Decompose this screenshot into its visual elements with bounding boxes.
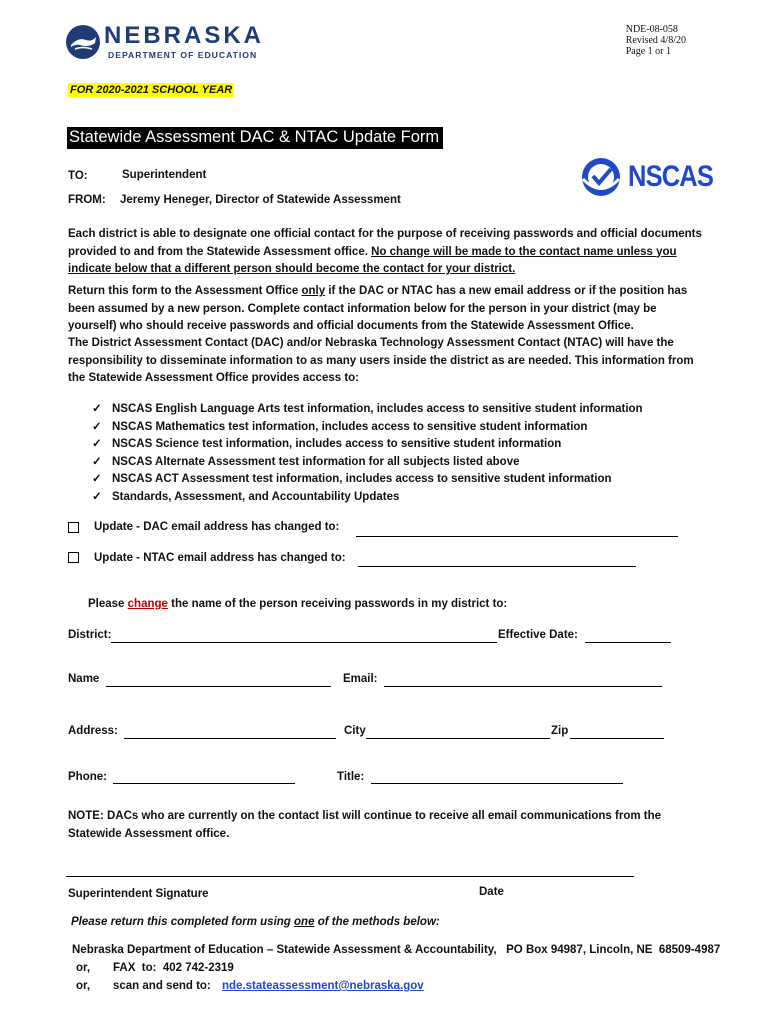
signature-label: Superintendent Signature [68, 888, 209, 900]
access-list [92, 401, 643, 506]
intro-underlined-text: No change will be made to the contact name unless you indicate below that a different person should become the contact for your district. [68, 245, 677, 275]
list-item: ✓ NSCAS ACT Assessment test information, includes access to sensitive student information [92, 471, 643, 489]
nebraska-logo-icon [66, 25, 100, 59]
title-label: Title: [337, 771, 365, 783]
responsibility-paragraph: The District Assessment Contact (DAC) and/or Nebraska Technology Assessment Contact (NTAC) will have the responsibility to disseminate information to as many users inside the district as are needed. This information from the Statewide Assessment Office provides access to: [68, 337, 694, 384]
dac-email-checkbox[interactable] [68, 522, 79, 533]
name-label: Name [68, 673, 100, 685]
list-item: ✓ NSCAS Science test information, includes access to sensitive student information [92, 436, 643, 454]
intro-paragraph [68, 226, 708, 279]
ntac-email-field[interactable] [358, 566, 636, 567]
effective-date-label: Effective Date: [498, 629, 578, 641]
from-value: Jeremy Heneger, Director of Statewide Assessment [120, 194, 401, 206]
to-value: Superintendent [122, 169, 207, 181]
logo-subtitle: DEPARTMENT OF EDUCATION [108, 50, 258, 60]
email-label: Email: [343, 673, 378, 685]
change-suffix: the name of the person receiving passwords in my district to: [171, 598, 508, 610]
nscas-logo-text: NSCAS [628, 160, 714, 193]
return-text-b: if the DAC or NTAC has a new email address or if the position has been assumed by a new person. Complete contact information below for the person in your district (may be yourself) who should receive passwords and official documents from the Statewide Assessment Office. [68, 285, 688, 332]
list-item: ✓ NSCAS English Language Arts test information, includes access to sensitive student information [92, 401, 643, 419]
to-label: TO: [68, 170, 88, 182]
note-text: NOTE: DACs who are currently on the contact list will continue to receive all email communications from the Statewide Assessment office. [68, 810, 662, 840]
scan-label: scan and send to: [113, 980, 211, 992]
or-label: or, [76, 962, 91, 974]
list-item: ✓ NSCAS Alternate Assessment test information for all subjects listed above [92, 454, 643, 472]
date-label: Date [479, 886, 504, 898]
change-instruction [88, 598, 507, 610]
zip-field[interactable] [570, 738, 664, 739]
name-field[interactable] [106, 686, 331, 687]
or-label: or, [76, 980, 91, 992]
signature-field[interactable] [66, 876, 634, 877]
email-field[interactable] [384, 686, 662, 687]
document-reference [626, 24, 686, 57]
intro-text: Each district is able to designate one official contact for the purpose of receiving passwords and official documents provided to and from the Statewide Assessment office. [68, 228, 702, 258]
effective-date-field[interactable] [585, 642, 671, 643]
from-label: FROM: [68, 194, 106, 206]
district-field[interactable] [111, 642, 497, 643]
page-title: Statewide Assessment DAC & NTAC Update Form [67, 127, 443, 149]
return-paragraph [68, 283, 708, 336]
logo-name: NEBRASKA [104, 22, 265, 49]
email-link[interactable]: nde.stateassessment@nebraska.gov [222, 980, 424, 992]
zip-label: Zip [551, 725, 569, 737]
doc-page: Page 1 or 1 [625, 46, 671, 57]
phone-field[interactable] [113, 783, 295, 784]
doc-revised: Revised 4/8/20 [625, 35, 686, 46]
change-word: change [127, 598, 168, 610]
return-suffix: of the methods below: [317, 916, 440, 928]
city-field[interactable] [366, 738, 550, 739]
dac-email-label: Update - DAC email address has changed to: [94, 521, 340, 533]
district-label: District: [68, 629, 112, 641]
school-year-banner: FOR 2020-2021 SCHOOL YEAR [70, 84, 233, 96]
ntac-email-checkbox[interactable] [68, 552, 79, 563]
address-field[interactable] [124, 738, 336, 739]
mailing-address: Nebraska Department of Education – Statewide Assessment & Accountability, PO Box 94987, Lincoln, NE 68509-4987 [72, 944, 721, 956]
return-only: only [301, 285, 326, 297]
change-prefix: Please [88, 598, 125, 610]
return-instruction [71, 916, 440, 928]
ntac-email-label: Update - NTAC email address has changed to: [94, 552, 346, 564]
return-prefix: Please return this completed form using [71, 916, 291, 928]
nscas-check-icon [580, 156, 622, 198]
city-label: City [344, 725, 366, 737]
return-text-a: Return this form to the Assessment Office [68, 285, 299, 297]
list-item: ✓ NSCAS Mathematics test information, includes access to sensitive student information [92, 419, 643, 437]
dac-email-field[interactable] [356, 536, 678, 537]
doc-number: NDE-08-058 [625, 24, 678, 35]
phone-label: Phone: [68, 771, 107, 783]
return-one: one [294, 916, 315, 928]
fax-number: FAX to: 402 742-2319 [113, 962, 234, 974]
title-field[interactable] [371, 783, 623, 784]
list-item: ✓ Standards, Assessment, and Accountability Updates [92, 489, 643, 507]
address-label: Address: [68, 725, 118, 737]
